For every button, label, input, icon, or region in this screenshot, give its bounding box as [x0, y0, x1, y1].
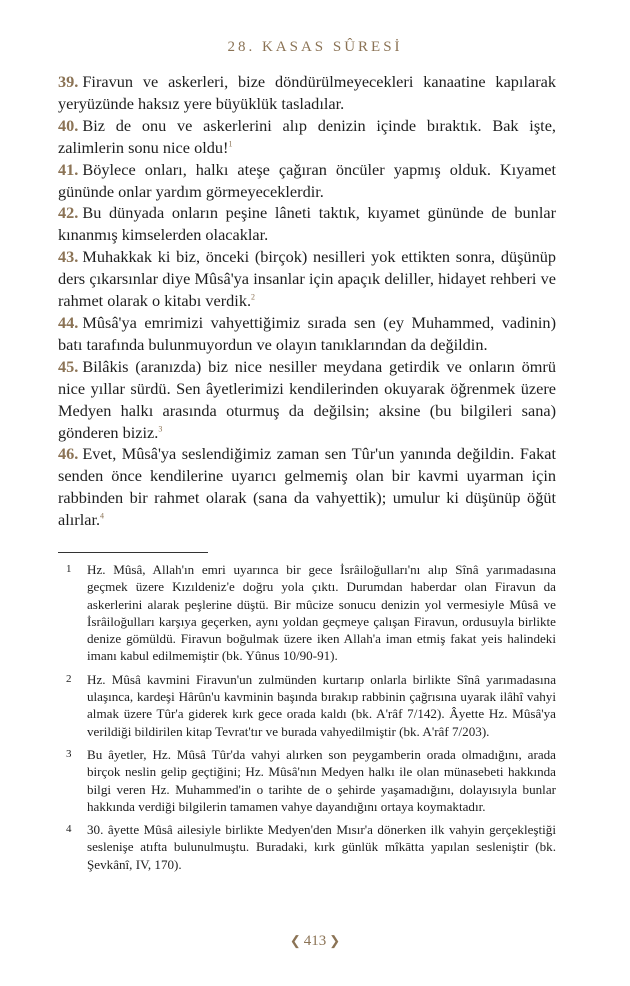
page-number: [0, 933, 630, 950]
verse-number: 46.: [58, 444, 79, 464]
footnote-text: Hz. Mûsâ kavmini Firavun'un zulmünden kurtarıp onlarla birlikte Sînâ yarımadasına ulaşınca, kardeşi Hârûn'u kavminin başında bırakıp rabbinin çağrısına uyarak ilâhî vahyi almak üzere Tûr'a giderek kırk gece orada kaldı (bk. A'râf 7/142). Âyette Hz. Mûsâ'ya verildiği bildirilen kitap Tevrat'tır ve burada vahyedilmiştir (bk. A'râf 7/203).: [87, 671, 556, 739]
verse-46: [58, 443, 556, 531]
verse-text: Bilâkis (aranızda) biz nice nesiller meydana getirdik ve onların ömrü nice yıllar sürdü. Sen âyetlerimizi kendilerinden okuyarak öğrenmek üzere Medyen halkı arasında oturmuş da değilsin; aksine (bu bilgileri sana) gönderen biziz.: [58, 356, 556, 442]
footnote-ref[interactable]: 2: [251, 292, 256, 302]
footnote-number: 3: [66, 747, 72, 760]
footnote-ref[interactable]: 4: [100, 511, 105, 521]
running-header: 28. KASAS SÛRESİ: [227, 39, 403, 55]
verse-42: [58, 202, 556, 246]
footnote-1: [58, 561, 556, 665]
verse-text: Bu dünyada onların peşine lâneti taktık, kıyamet gününde de bunlar kınanmış kimselerden olacaklar.: [58, 203, 556, 245]
footnote-ref[interactable]: 3: [158, 424, 163, 434]
verse-40: [58, 115, 556, 159]
verse-number: 45.: [58, 356, 79, 376]
ornament-left-icon: ❮: [289, 933, 301, 948]
page-number-value: 413: [303, 933, 327, 949]
verse-43: [58, 246, 556, 312]
verse-text: Firavun ve askerleri, bize döndürülmeyecekleri kanaatine kapılarak yeryüzünde haksız yere büyüklük tasladılar.: [58, 72, 556, 113]
footnote-text: Hz. Mûsâ, Allah'ın emri uyarınca bir gece İsrâiloğulları'nı alıp Sînâ yarımadasına geçmek üzere Kızıldeniz'e doğru yola çıktı. Durumdan haberdar olan Firavun da askerlerini alarak peşlerine düştü. Bir mûcize sonucu denizin yol vermesiyle Mûsâ ve İsrâiloğulları karşıya geçerken, aynı yoldan geçmeye çalışan Firavun, ordusuyla birlikte denize gömüldü. Firavun boğulmak üzere iken Allah'a iman etmiş fakat yeis halindeki imanı kabul edilmemiştir (bk. Yûnus 10/90-91).: [87, 562, 556, 664]
footnote-number: 1: [66, 563, 72, 575]
footnote-divider: [58, 552, 208, 553]
ornament-right-icon: ❯: [329, 933, 341, 948]
verse-45: [58, 356, 556, 444]
verse-text: Böylece onları, halkı ateşe çağıran öncüler yapmış olduk. Kıyamet gününde onlar yardım görmeyeceklerdir.: [58, 159, 556, 201]
verse-number: 42.: [58, 203, 79, 223]
footnote-ref[interactable]: 1: [228, 139, 233, 149]
verse-text: Muhakkak ki biz, önceki (birçok) nesilleri yok ettikten sonra, düşünüp ders çıkarsınlar diye Mûsâ'ya insanlar için apaçık deliller, hidayet rehberi ve rahmet olarak o kitabı verdik.: [58, 247, 556, 311]
verse-text: Biz de onu ve askerlerini alıp denizin içinde bıraktık. Bak işte, zalimlerin sonu nice oldu!: [58, 115, 556, 157]
footnotes: [58, 561, 556, 879]
footnote-text: Bu âyetler, Hz. Mûsâ Tûr'da vahyi alırken son peygamberin orada olmadığını, arada birçok neslin gelip geçtiğini; Hz. Mûsâ'nın Medyen halkı ile olan münasebeti hakkında bilgi veren Hz. Muhammed'in o tarihte de o şehirde yaşamadığını, dolayısıyla bunlar hakkında verdiği bilgilerin tamamen vahye dayandığını ortaya koymaktadır.: [87, 746, 556, 814]
verse-44: [58, 312, 556, 356]
footnote-4: [58, 821, 556, 873]
footnote-text: 30. âyette Mûsâ ailesiyle birlikte Medyen'den Mısır'a dönerken ilk vahyin gerçekleştiği seslenişe atıfta bulunulmuştu. Buradaki, kırk günlük mîkātta yapılan sesleniştir (bk. Şevkânî, IV, 170).: [87, 822, 556, 872]
verse-number: 40.: [58, 115, 79, 135]
verse-text: Evet, Mûsâ'ya seslendiğimiz zaman sen Tûr'un yanında değildin. Fakat senden önce kendilerine uyarıcı gelmemiş olan bir kavmi uyarman için rabbinden bir rahmet olarak (sana da vahyettik); umulur ki düşünüp öğüt alırlar.: [58, 444, 556, 530]
footnote-3: [58, 746, 556, 815]
verse-39: [58, 71, 556, 115]
footnote-number: 2: [66, 672, 72, 685]
verse-number: 41.: [58, 159, 79, 179]
verse-number: 39.: [58, 72, 79, 91]
verse-number: 44.: [58, 312, 79, 332]
footnote-2: [58, 671, 556, 740]
verse-number: 43.: [58, 247, 79, 267]
verse-text: Mûsâ'ya emrimizi vahyettiğimiz sırada sen (ey Muhammed, vadinin) batı tarafında bulunmuyordun ve olayın tanıklarından da değildin.: [58, 312, 556, 354]
verse-41: [58, 159, 556, 203]
verse-text-block: [58, 71, 556, 531]
footnote-number: 4: [66, 823, 72, 836]
